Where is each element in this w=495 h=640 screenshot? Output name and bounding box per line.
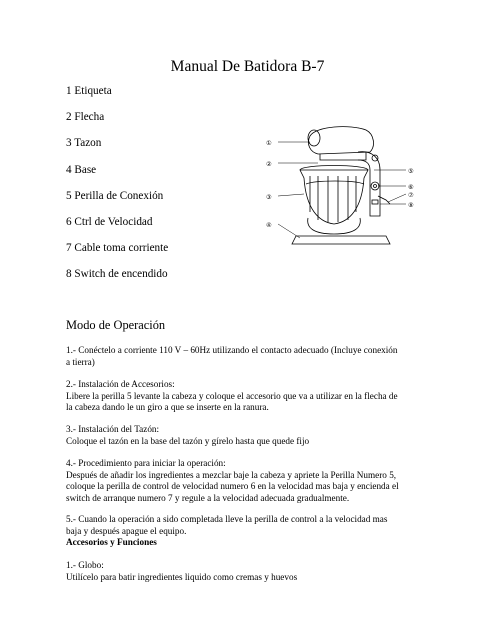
callout-lines: [278, 142, 406, 238]
callout-6: ⑥: [408, 184, 414, 191]
step-1-line-2: a tierra): [66, 356, 95, 367]
callout-4: ④: [266, 222, 272, 229]
part-item-8: 8 Switch de encendido: [66, 268, 168, 281]
part-item-3: 3 Tazon: [66, 137, 102, 150]
section-heading: Modo de Operación: [66, 318, 166, 332]
part-item-2: 2 Flecha: [66, 111, 105, 124]
accessory-1-line-2: Utilícelo para batir ingredientes liquido como cremas y huevos: [66, 571, 298, 582]
part-item-4: 4 Base: [66, 163, 97, 176]
callout-2: ②: [266, 161, 272, 168]
part-item-7: 7 Cable toma corriente: [66, 242, 169, 255]
step-4-line-1: 4.- Procedimiento para iniciar la operación:: [66, 458, 226, 468]
step-4-line-3: coloque la perilla de control de velocidad numero 6 en la velocidad mas baja y encienda el: [66, 481, 399, 492]
callout-5: ⑤: [408, 168, 414, 175]
step-2-line-3: la cabeza dando le un giro a que se inserte en la ranura.: [66, 402, 269, 413]
mixer-diagram: [258, 124, 438, 254]
step-4: [66, 458, 436, 504]
callout-3: ③: [266, 194, 272, 201]
step-5-line-1: 5.- Cuando la operación a sido completada lleve la perilla de control a la velocidad mas: [66, 514, 388, 524]
part-item-1: 1 Etiqueta: [66, 85, 112, 97]
callout-8: ⑧: [408, 202, 414, 209]
page-title: Manual De Batidora B-7: [170, 58, 325, 75]
mixer-illustration: [292, 127, 390, 244]
accessory-1: [66, 560, 436, 583]
step-5: [66, 514, 436, 549]
part-item-5: 5 Perilla de Conexión: [66, 189, 164, 202]
step-3-line-1: 3.- Instalación del Tazón:: [66, 424, 160, 434]
accessories-heading: Accesorios y Funciones: [66, 537, 157, 548]
accessory-1-line-1: 1.- Globo:: [66, 560, 104, 570]
step-2-line-1: 2.- Instalación de Accesorios:: [66, 379, 175, 389]
step-3: [66, 424, 436, 447]
callout-7: ⑦: [408, 192, 414, 199]
step-2: [66, 379, 436, 414]
step-4-line-2: Después de añadir los ingredientes a mezclar baje la cabeza y apriete la Perilla Numero 5,: [66, 469, 397, 480]
step-2-line-2: Libere la perilla 5 levante la cabeza y coloque el accesorio que va a utilizar en la flecha de: [66, 390, 398, 401]
callout-1: ①: [266, 140, 272, 147]
part-item-6: 6 Ctrl de Velocidad: [66, 215, 153, 228]
step-4-line-4: switch de arranque numero 7 y regule a la velocidad adecuada gradualmente.: [66, 492, 350, 503]
step-5-line-2: baja y después apague el equipo.: [66, 525, 187, 536]
step-1-line-1: 1.- Conéctelo a corriente 110 V – 60Hz utilizando el contacto adecuado (Incluye conexión: [66, 345, 398, 355]
parts-list: [66, 84, 168, 294]
step-3-line-2: Coloque el tazón en la base del tazón y gírelo hasta que quede fijo: [66, 435, 310, 446]
step-1: [66, 345, 436, 368]
